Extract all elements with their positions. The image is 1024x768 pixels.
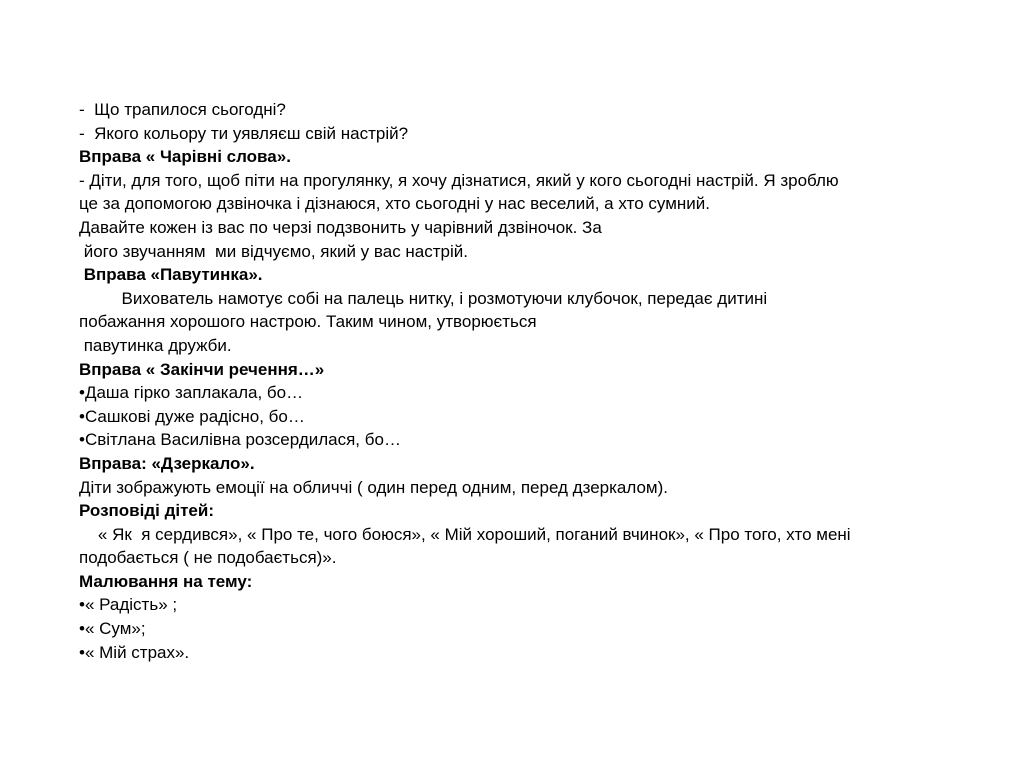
bullet-item: •« Мій страх». xyxy=(79,642,190,662)
heading-childrens-stories: Розповіді дітей: xyxy=(79,501,214,521)
text-line: побажання хорошого настрою. Таким чином, утворюється xyxy=(79,312,537,332)
text-line: його звучанням ми відчуємо, який у вас настрій. xyxy=(79,241,468,261)
bullet-item: •« Сум»; xyxy=(79,619,146,639)
text-line: це за допомогою дзвіночка і дізнаюся, хто сьогодні у нас веселий, а хто сумний. xyxy=(79,194,711,214)
lesson-text-block xyxy=(79,98,999,664)
heading-mirror: Вправа: «Дзеркало». xyxy=(79,453,255,473)
text-line: павутинка дружби. xyxy=(79,335,232,355)
heading-magic-words: Вправа « Чарівні слова». xyxy=(79,147,291,167)
text-line: Діти зображують емоції на обличчі ( один перед одним, перед дзеркалом). xyxy=(79,477,669,497)
text-line: подобається ( не подобається)». xyxy=(79,548,337,568)
bullet-item: •« Радість» ; xyxy=(79,595,178,615)
text-line: - Діти, для того, щоб піти на прогулянку, я хочу дізнатися, який у кого сьогодні настрій. Я зроблю xyxy=(79,170,839,190)
heading-spiderweb: Вправа «Павутинка». xyxy=(79,265,263,285)
text-line-question-2: - Якого кольору ти уявляєш свій настрій? xyxy=(79,123,409,143)
text-line-question-1: - Що трапилося сьогодні? xyxy=(79,100,286,119)
text-line: « Як я сердився», « Про те, чого боюся», « Мій хороший, поганий вчинок», « Про того, хто мені xyxy=(79,524,851,544)
bullet-item: •Даша гірко заплакала, бо… xyxy=(79,383,304,403)
text-line: Вихователь намотує собі на палець нитку, і розмотуючи клубочок, передає дитині xyxy=(79,288,768,308)
bullet-item: •Світлана Василівна розсердилася, бо… xyxy=(79,430,401,450)
heading-drawing-theme: Малювання на тему: xyxy=(79,571,253,591)
heading-finish-sentence: Вправа « Закінчи речення…» xyxy=(79,359,325,379)
bullet-item: •Сашкові дуже радісно, бо… xyxy=(79,406,305,426)
text-line: Давайте кожен із вас по черзі подзвонить у чарівний дзвіночок. За xyxy=(79,217,602,237)
